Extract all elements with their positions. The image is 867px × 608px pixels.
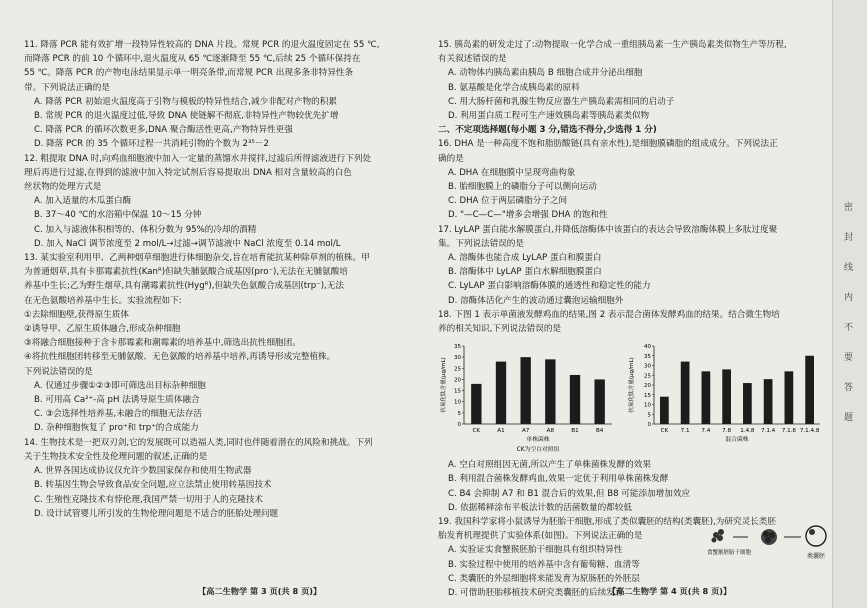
question-16 <box>438 137 826 222</box>
x-tick-label: 1.4.8 <box>740 428 755 435</box>
answer-option: A. 空白对照组因无菌,所以产生了单株菌株发酵的效果 <box>448 460 651 471</box>
question-text-line: 16. DHA 是一种高度不饱和脂肪酸链(具有亲水性),是细胞膜磷脂的组成成分。下列说法正 <box>438 139 778 150</box>
question-text-line: 养的相关知识,下列说法错误的是 <box>438 324 562 335</box>
fig-label-blastoid: 类囊胚 <box>807 553 826 560</box>
x-tick-label: A1 <box>497 428 505 435</box>
answer-option: D. 溶酶体活化产生的波动通过囊泡运输细胞外 <box>448 295 624 306</box>
y-tick-label: 10 <box>644 402 651 409</box>
x-tick-label: B1 <box>571 428 579 435</box>
answer-option: B. 实验过程中使用的培养基中含有葡萄糖、血清等 <box>448 559 640 570</box>
y-tick-label: 25 <box>644 373 651 380</box>
bar-chart-mixed-strain <box>626 338 826 458</box>
y-tick-label: 30 <box>644 363 651 370</box>
answer-option: A. 动物体内胰岛素由胰岛 B 细胞合成并分泌出细胞 <box>448 68 643 79</box>
answer-option: D. "—C—C—"增多会增强 DHA 的饱和性 <box>448 210 608 221</box>
bar <box>496 362 506 424</box>
question-text-line: 理后再进行过滤,在得到的滤液中加入特定试剂后容易提取出 DNA 相对含量较高的白色 <box>24 167 352 178</box>
bar <box>471 384 481 424</box>
answer-option: D. 利用蛋白质工程可生产速效胰岛素等胰岛素类似物 <box>448 111 650 122</box>
y-tick-label: 35 <box>454 344 461 351</box>
question-text-line: 下列说法错误的是 <box>24 366 93 377</box>
question-18 <box>438 308 826 336</box>
answer-option: C. 降落 PCR 的循环次数更多,DNA 聚合酶活性更高,产物特异性更强 <box>34 125 293 136</box>
answer-option: C. LyLAP 蛋白影响溶酶体膜的通透性和稳定性的能力 <box>448 281 651 292</box>
answer-option: C. B4 会抑制 A7 和 B1 混合后的效果,但 B8 可能添加增加效应 <box>448 488 691 499</box>
answer-option: C. DHA 位于两层磷脂分子之间 <box>448 196 568 207</box>
question-text-line: 为普通烟草,具有卡那霉素抗性(Kanᴿ)但缺失脯氨酸合成基因(pro⁻),无法在无脯氨酸培 <box>24 267 348 278</box>
question-text-line: 带。下列说法正确的是 <box>24 82 110 93</box>
x-tick-label: B4 <box>595 428 604 435</box>
x-tick-label: 7.1.8 <box>781 428 796 435</box>
question-18-options <box>438 458 826 515</box>
x-tick-label: A8 <box>546 428 555 435</box>
bar <box>722 370 731 425</box>
answer-option: C. 加入与滤液体积相等的、体积分数为 95%的冷却的酒精 <box>34 224 257 235</box>
y-tick-label: 0 <box>647 422 651 429</box>
question-text-line: 集。下列说法错误的是 <box>438 238 524 249</box>
bar <box>743 383 752 424</box>
answer-option: B. 利用混合菌株发酵鸡血,效果一定优于利用单株菌株发酵 <box>448 474 669 485</box>
x-tick-label: 7.4 <box>701 428 711 435</box>
answer-option: A. 溶酶体也能合成 LyLAP 蛋白和膜蛋白 <box>448 253 602 264</box>
binding-strip <box>832 0 867 608</box>
question-text-line: 55 ℃。降落 PCR 的产物电泳结果显示单一明亮条带,而常规 PCR 出现多条非特异性条 <box>24 68 354 79</box>
y-tick-label: 40 <box>644 344 651 351</box>
question-text-line: 关于生物技术安全性及伦理问题的叙述,正确的是 <box>24 451 208 462</box>
y-tick-label: 10 <box>454 399 461 406</box>
y-tick-label: 15 <box>644 393 651 400</box>
y-tick-label: 20 <box>644 383 651 390</box>
answer-option: D. 加入 NaCl 调节浓度至 2 mol/L→过滤→调节滤液中 NaCl 浓度至 0.14 mol/L <box>34 238 341 249</box>
answer-option: B. 氨基酸是化学合成胰岛素的原料 <box>448 82 580 93</box>
question-text-line: ③将融合细胞接种于含卡那霉素和潮霉素的培养基中,筛选出抗性细胞团。 <box>24 338 301 349</box>
question-text-line: 14. 生物技术是一把双刃剑,它的发展既可以造福人类,同时也伴随着潜在的风险和挑战。下列 <box>24 437 373 448</box>
bar <box>805 356 814 424</box>
question-text-line: 有关叙述错误的是 <box>438 54 507 65</box>
question-text-line: 丝状物的处理方式是 <box>24 182 102 193</box>
bar <box>520 357 530 424</box>
y-tick-label: 25 <box>454 366 461 373</box>
binding-strip-char: 封 <box>844 233 854 243</box>
bar-chart-single-strain <box>438 338 618 458</box>
binding-strip-char: 线 <box>844 263 854 273</box>
bar <box>594 380 604 425</box>
y-tick-label: 30 <box>454 355 461 362</box>
question-text-line: 养基中生长;乙为野生烟草,具有潮霉素抗性(Hygᴿ),但缺失色氨酸合成基因(trp⁻),无法 <box>24 281 344 292</box>
answer-option: C. 类囊胚的外层细胞将来能发育为原肠胚的外胚层 <box>448 573 640 584</box>
answer-option: B. 转基因生物会导致食品安全问题,应立法禁止使用转基因技术 <box>34 480 272 491</box>
q18-figures <box>438 338 826 458</box>
question-text-line: ②诱导甲、乙原生质体融合,形成杂种细胞 <box>24 324 181 335</box>
answer-option: A. 降落 PCR 初始退火温度高于引物与模板的特异性结合,减少非配对产物的积累 <box>34 96 337 107</box>
x-axis-label: 混合菌株 <box>725 437 749 444</box>
question-17 <box>438 223 826 308</box>
question-text-line: 15. 胰岛素的研发走过了:动物提取一化学合成一重组胰岛素一生产胰岛素类似物生产等历程, <box>438 40 787 50</box>
binding-strip-char: 内 <box>844 293 854 303</box>
y-tick-label: 20 <box>454 377 461 384</box>
question-text-line: 12. 粗提取 DNA 时,向鸡血细胞液中加入一定量的蒸馏水并搅拌,过滤后所得滤液进行下列处 <box>24 153 372 164</box>
chart-caption: CK为空白对照组 <box>516 447 560 454</box>
x-tick-label: 7.1 <box>680 428 690 435</box>
left-page-footer: 【高二生物学 第 3 页(共 8 页)】 <box>198 586 322 596</box>
y-tick-label: 0 <box>457 422 461 429</box>
x-tick-label: CK <box>472 428 481 435</box>
x-tick-label: A7 <box>521 428 530 435</box>
bar <box>545 360 555 425</box>
question-11 <box>24 38 414 152</box>
y-tick-label: 35 <box>644 354 651 361</box>
cell-mass-icon <box>761 529 777 545</box>
question-13 <box>24 251 414 436</box>
y-tick-label: 15 <box>454 388 461 395</box>
question-text-line: 确的是 <box>438 153 464 164</box>
question-text-line: 19. 我国科学家将小鼠诱导为胚胎干细胞,形成了类似囊胚的结构(类囊胚),为研究灵长类胚 <box>438 517 776 528</box>
answer-option: B. 胎细胞膜上的磷脂分子可以侧向运动 <box>448 182 597 193</box>
question-text-line: 17. LyLAP 蛋白能水解膜蛋白,并降低溶酶体中该蛋白的表达会导致溶酶体膜上多肽过度聚 <box>438 224 778 235</box>
binding-strip-char: 答 <box>844 383 854 393</box>
answer-option: B. 溶酶体中 LyLAP 蛋白水解细胞膜蛋白 <box>448 267 602 278</box>
y-tick-label: 5 <box>647 412 651 419</box>
answer-option: D. 依据稀释涂布平板法计数的活菌数量的都较低 <box>448 502 632 513</box>
answer-option: A. 实验证实食蟹猴胚胎干细胞具有组织特异性 <box>448 545 623 556</box>
question-14 <box>24 436 414 521</box>
x-tick-label: 7.1.4 <box>761 428 776 435</box>
blastoid-icon <box>806 526 826 546</box>
bar <box>702 372 711 425</box>
q19-blastoid-figure <box>706 524 831 564</box>
question-text-line: 13. 某实验室利用甲、乙两种烟草细胞进行体细胞杂交,旨在培育能抗某种除草剂的植株。甲 <box>24 253 370 264</box>
y-axis-label: 抗氧化肽含量(μg/mL) <box>629 357 635 414</box>
answer-option: B. 可用高 Ca²⁺-高 pH 法诱导原生质体融合 <box>34 395 200 406</box>
bar <box>570 375 580 424</box>
stem-cell-cluster-icon <box>712 529 725 543</box>
question-12 <box>24 152 414 251</box>
bar <box>660 397 669 424</box>
answer-option: A. 仅通过步骤①②③即可筛选出目标杂种细胞 <box>34 380 206 391</box>
answer-option: B. 37～40 ℃的水浴箱中保温 10～15 分钟 <box>34 210 202 221</box>
question-text-line: 在无色氨酸培养基中生长。实验流程如下: <box>24 295 182 306</box>
answer-option: D. 杂种细胞恢复了 pro⁺和 trp⁺的合成能力 <box>34 423 199 434</box>
binding-strip-char: 不 <box>844 323 854 333</box>
answer-option: C. 生殖性克隆技术有悖伦理,我国严禁一切用于人的克隆技术 <box>34 494 264 505</box>
section-2-heading: 二、不定项选择题(每小题 3 分,错选不得分,少选得 1 分) <box>438 125 657 136</box>
question-text-line: 而降落 PCR 的前 10 个循环中,退火温度从 65 ℃逐渐降至 55 ℃,后续 25 个循环保持在 <box>24 54 361 65</box>
question-text-line: ④将抗性细胞团转移至无脯氨酸、无色氨酸的培养基中培养,再诱导形成完整植株。 <box>24 352 336 363</box>
answer-option: D. 可借助胚胎移植技术研究类囊胚的后续发育 <box>448 588 624 599</box>
right-page-footer: 【高二生物学 第 4 页(共 8 页)】 <box>608 586 732 596</box>
x-axis-label: 单株菌株 <box>526 437 550 444</box>
answer-option: C. ③会选择性培养基,未融合的细胞无法存活 <box>34 409 202 420</box>
answer-option: D. 设计试管婴儿所引发的生物伦理问题是不适合的胚胎处理问题 <box>34 508 279 519</box>
answer-option: B. 常规 PCR 的退火温度过低,导致 DNA 使链解不彻底,非特异性产物较优先扩增 <box>34 111 339 122</box>
binding-strip-char: 要 <box>844 353 854 363</box>
question-15 <box>438 38 826 123</box>
question-text-line: 11. 降落 PCR 能有效扩增一段特异性较高的 DNA 片段。常规 PCR 的退火温度固定在 55 ℃, <box>24 40 380 50</box>
question-text-line: 胎发育机理提供了实验体系(如图)。下列说法正确的是 <box>438 531 643 542</box>
bar <box>785 372 794 425</box>
answer-option: C. 用大肠杆菌和乳腺生物反应器生产胰岛素需相同的启动子 <box>448 96 675 107</box>
left-page <box>24 38 414 583</box>
y-axis-label: 抗氧化肽含量(μg/mL) <box>441 357 447 414</box>
bar <box>681 362 690 424</box>
fig-label-stem-cells: 食蟹猴胚胎干细胞 <box>707 550 752 556</box>
y-tick-label: 5 <box>457 411 461 418</box>
binding-strip-char: 题 <box>844 413 854 423</box>
x-tick-label: 7.8 <box>722 428 732 435</box>
answer-option: A. DHA 在细胞膜中呈现弯曲构象 <box>448 167 576 178</box>
binding-strip-char: 密 <box>844 203 854 213</box>
question-text-line: 18. 下图 1 表示单菌液发酵鸡血的结果,图 2 表示混合菌体发酵鸡血的结果。结合微生物培 <box>438 309 780 320</box>
x-tick-label: CK <box>660 428 669 435</box>
x-tick-label: 7.1.4.8 <box>799 428 820 435</box>
question-text-line: ①去除细胞壁,获得原生质体 <box>24 309 129 320</box>
answer-option: D. 降落 PCR 的 35 个循环过程一共消耗引物的个数为 2³⁵－2 <box>34 139 269 150</box>
bar <box>764 379 773 424</box>
answer-option: A. 世界各国达成协议仅允许少数国家保存和使用生物武器 <box>34 466 252 477</box>
answer-option: A. 加入适量的木瓜蛋白酶 <box>34 196 132 207</box>
